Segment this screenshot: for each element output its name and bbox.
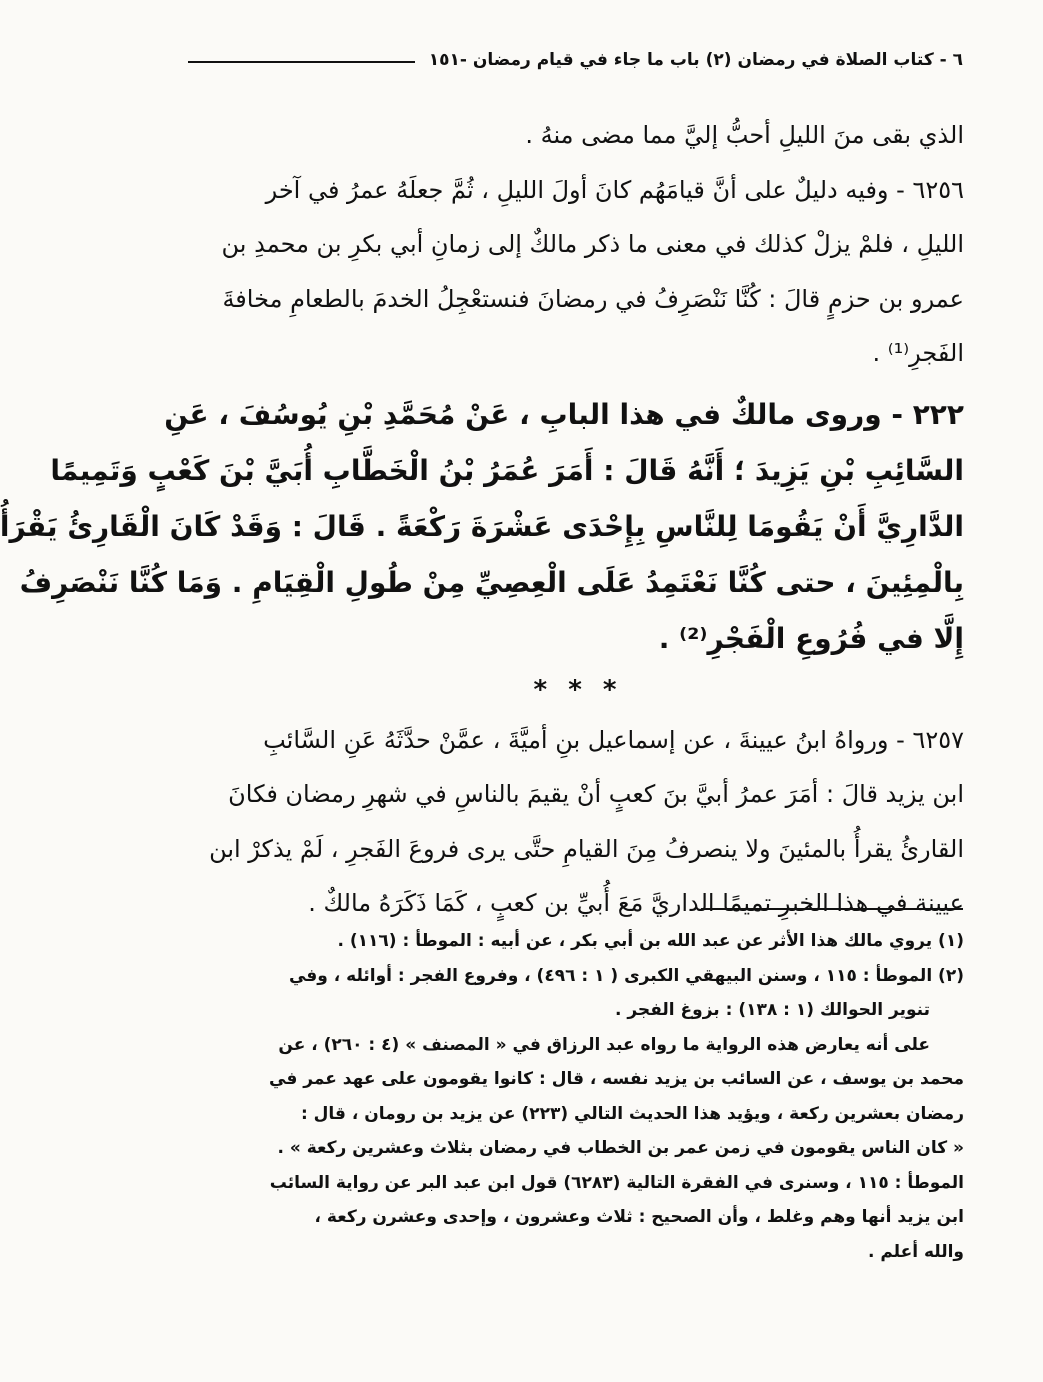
footnote-2: (٢) الموطأ : ١١٥ ، وسنن البيهقي الكبرى ( ١ : ٤٩٦) ، وفروع الفجر : أوائله ، وفي — [288, 965, 964, 986]
footnote-line: الموطأ : ١١٥ ، وسنرى في الفقرة التالية (٦٢٨٣) قول ابن عبد البر عن رواية السائب — [269, 1172, 964, 1193]
text-line: عيينة في هذا الخبرِ تميمًا الداريَّ مَعَ أُبيِّ بن كعبٍ ، كَمَا ذَكَرَهُ مالكٌ . — [308, 889, 964, 917]
text-line: الذي بقى منَ الليلِ أحبُّ إليَّ مما مضى منهُ . — [525, 121, 964, 149]
section-separator: * * * — [533, 674, 623, 705]
footnote-line: رمضان بعشرين ركعة ، ويؤيد هذا الحديث التالي (٢٢٣) عن يزيد بن رومان ، قال : — [300, 1103, 964, 1124]
text-line: الليلِ ، فلمْ يزلْ كذلك في معنى ما ذكر مالكٌ إلى زمانِ أبي بكرِ بن محمدِ بن — [221, 230, 964, 258]
header-rule — [188, 61, 415, 63]
text-line: السَّائِبِ بْنِ يَزِيدَ ؛ أَنَّهُ قَالَ : أَمَرَ عُمَرُ بْنُ الْخَطَّابِ أُبَيَّ بْنَ كَعْبٍ وَتَمِيمًا — [50, 453, 964, 487]
footnote-1: (١) يروي مالك هذا الأثر عن عبد الله بن أبي بكر ، عن أبيه : الموطأ : (١١٦) . — [337, 931, 964, 951]
footnote-line: والله أعلم . — [867, 1241, 964, 1262]
running-header — [188, 40, 963, 80]
footnotes — [186, 924, 964, 1269]
text-line: ٦٢٥٧ - ورواهُ ابنُ عيينةَ ، عن إسماعيل بنِ أميَّةَ ، عمَّنْ حدَّثَهُ عَنِ السَّائبِ — [263, 725, 964, 754]
footnote-line: تنوير الحوالك (١ : ١٣٨) : بزوغ الفجر . — [614, 1000, 930, 1020]
footnote-line: محمد بن يوسف ، عن السائب بن يزيد نفسه ، قال : كانوا يقومون على عهد عمر في — [269, 1069, 964, 1089]
footnote-line: ابن يزيد أنها وهم وغلط ، وأن الصحيح : ثلاث وعشرون ، وإحدى وعشرن ركعة ، — [314, 1207, 964, 1227]
footnote-line: « كان الناس يقومون في زمن عمر بن الخطاب في رمضان بثلاث وعشرين ركعة » . — [277, 1138, 964, 1158]
text-line: ٢٢٢ - وروى مالكٌ في هذا البابِ ، عَنْ مُحَمَّدِ بْنِ يُوسُفَ ، عَنِ — [164, 397, 964, 431]
text-line: القارئُ يقرأُ بالمئينَ ولا ينصرفُ مِنَ القيامِ حتَّى يرى فروعَ الفَجرِ ، لَمْ يذكرْ ابن — [209, 834, 964, 863]
text-line: إِلَّا في فُرُوعِ الْفَجْرِ⁽²⁾ . — [658, 621, 964, 655]
header-title: ٦ - كتاب الصلاة في رمضان (٢) باب ما جاء في قيام رمضان -١٥١ — [428, 50, 963, 70]
text-line: بِالْمِئِينَ ، حتى كُنَّا نَعْتَمِدُ عَلَى الْعِصِيِّ مِنْ طُولِ الْقِيَامِ . وَمَا كُنَّا نَنْصَرِفُ — [19, 565, 964, 599]
paragraph-6257 — [192, 713, 964, 931]
text-line: الفَجرِ⁽¹⁾ . — [872, 339, 964, 367]
text-line: ٦٢٥٦ - وفيه دليلٌ على أنَّ قيامَهُم كانَ أولَ الليلِ ، ثُمَّ جعلَهُ عمرُ في آخر — [265, 175, 964, 204]
text-line: عمرو بن حزمٍ قالَ : كُنَّا نَنْصَرِفُ في رمضانَ فنستعْجِلُ الخدمَ بالطعامِ مخافةَ — [222, 284, 964, 313]
paragraph-continuation — [192, 108, 964, 163]
hadith-222 — [0, 387, 964, 667]
text-line: ابن يزيد قالَ : أمَرَ عمرُ أبيَّ بنَ كعبٍ أنْ يقيمَ بالناسِ في شهرِ رمضان فكانَ — [228, 780, 964, 808]
footnote-line: على أنه يعارض هذه الرواية ما رواه عبد الرزاق في « المصنف » (٤ : ٢٦٠) ، عن — [278, 1034, 930, 1055]
main-text — [0, 108, 964, 931]
paragraph-6256 — [192, 163, 964, 381]
text-line: الدَّارِيَّ أَنْ يَقُومَا لِلنَّاسِ بِإِحْدَى عَشْرَةَ رَكْعَةً . قَالَ : وَقَدْ كَانَ الْقَارِئُ يَقْرَأُ — [0, 509, 964, 543]
footnote-rule — [701, 908, 963, 910]
